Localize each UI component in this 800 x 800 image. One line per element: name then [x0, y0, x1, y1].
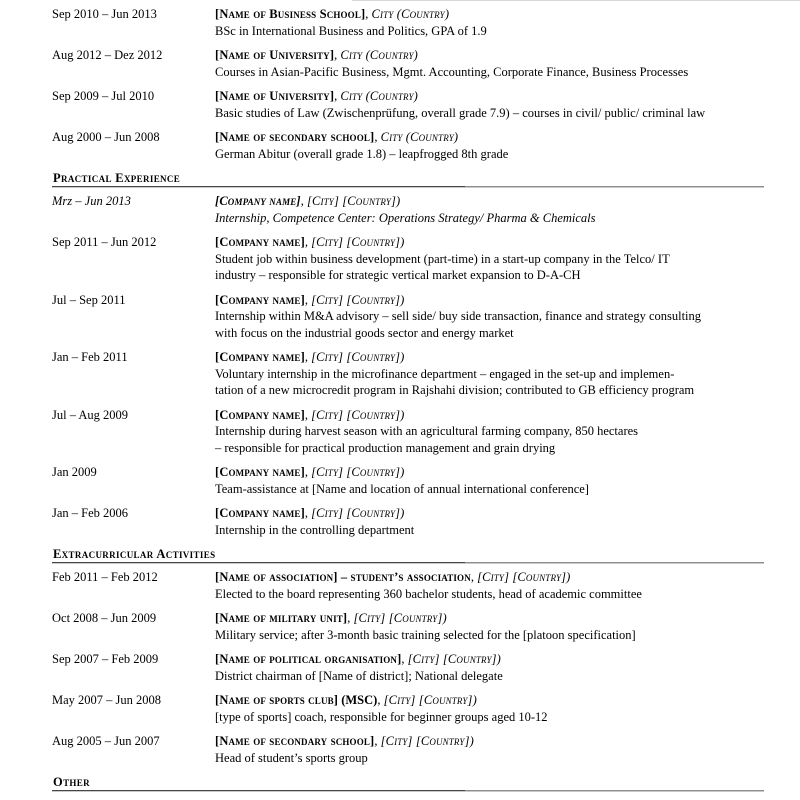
practical-experience-entry-description-line: Team-assistance at [Name and location of annual international conference]	[215, 481, 589, 496]
education-entry-description-line: BSc in International Business and Politics, GPA of 1.9	[215, 23, 487, 38]
practical-experience-entry-location: [City] [Country])	[311, 235, 405, 249]
practical-experience-entry	[52, 505, 764, 538]
section-extracurricular-activities	[52, 547, 764, 565]
practical-experience-entry-date: Mrz – Jun 2013	[52, 194, 131, 208]
practical-experience-entry-description-line: – responsible for practical production management and grain drying	[215, 440, 556, 455]
practical-experience-entry-separator: ,	[304, 465, 312, 479]
practical-experience-entry	[52, 464, 764, 497]
extracurricular-entry-description-line: District chairman of [Name of district]; National delegate	[215, 668, 503, 683]
extracurricular-entry-organisation-name: [Name of secondary school]	[215, 734, 375, 748]
extracurricular-entry-description-line: Head of student’s sports group	[215, 750, 368, 765]
extracurricular-entry-organisation-line	[215, 733, 764, 750]
extracurricular-entry-location: [City] [Country])	[383, 693, 477, 707]
practical-experience-entry-location: [City] [Country])	[311, 407, 405, 422]
practical-experience-entry-organisation-line	[215, 464, 764, 481]
practical-experience-entry-organisation-line	[215, 234, 764, 251]
section-title-extracurricular-activities: Extracurricular Activities	[53, 547, 216, 561]
practical-experience-entry-description-line: Voluntary internship in the microfinance department – engaged in the set-up and implemen-	[215, 366, 675, 381]
extracurricular-entry-body	[215, 692, 764, 725]
education-entry-description-line: German Abitur (overall grade 1.8) – leapfrogged 8th grade	[215, 146, 509, 161]
practical-experience-entry-list	[52, 193, 764, 538]
practical-experience-entry-organisation-line	[215, 505, 764, 522]
education-entry-separator: ,	[334, 48, 341, 62]
practical-experience-entry-location: [City] [Country])	[306, 194, 401, 208]
practical-experience-entry-date: Jan 2009	[52, 465, 97, 479]
education-entry-organisation-name: [Name of University]	[215, 48, 335, 62]
page-top-trim-line	[352, 0, 800, 1]
education-entry-location: City (Country)	[340, 89, 418, 103]
practical-experience-entry-description-line: industry – responsible for strategic vertical market expansion to D-A-CH	[215, 268, 581, 282]
education-entry-organisation-name: [Name of Business School]	[215, 7, 366, 21]
education-entry-body	[215, 129, 764, 162]
practical-experience-entry	[52, 193, 764, 226]
extracurricular-entry-body	[215, 569, 764, 602]
extracurricular-entry-description-line: [type of sports] coach, responsible for beginner groups aged 10-12	[215, 709, 548, 724]
extracurricular-entry-organisation-line	[215, 610, 764, 627]
education-entry	[52, 129, 764, 162]
extracurricular-entry-organisation-line	[215, 569, 764, 586]
extracurricular-entry	[52, 651, 764, 684]
education-entry-date: Sep 2010 – Jun 2013	[52, 7, 157, 21]
extracurricular-entry-organisation-line	[215, 692, 764, 709]
extracurricular-entry-date: Aug 2005 – Jun 2007	[52, 734, 160, 748]
extracurricular-entry-date: May 2007 – Jun 2008	[52, 693, 162, 707]
practical-experience-entry-description-line: tation of a new microcredit program in Rajshahi division; contributed to GB efficiency program	[215, 383, 695, 397]
practical-experience-entry-location: [City] [Country])	[311, 292, 405, 307]
practical-experience-entry-separator: ,	[304, 506, 312, 520]
practical-experience-entry-body	[215, 234, 764, 284]
education-entry-separator: ,	[374, 130, 381, 144]
practical-experience-entry-date: Jul – Sep 2011	[52, 292, 126, 307]
education-entry-body	[215, 6, 764, 39]
practical-experience-entry-body	[215, 464, 764, 497]
practical-experience-entry	[52, 407, 764, 457]
education-entry-description-line: Courses in Asian-Pacific Business, Mgmt. Accounting, Corporate Finance, Business Processes	[215, 64, 689, 79]
extracurricular-entry-organisation-line	[215, 651, 764, 668]
practical-experience-entry-organisation-line	[215, 407, 764, 424]
education-entry-date: Sep 2009 – Jul 2010	[52, 89, 155, 103]
practical-experience-entry	[52, 349, 764, 399]
education-entry-organisation-line	[215, 88, 764, 105]
education-entry-location: City (Country)	[371, 7, 450, 21]
extracurricular-entry-body	[215, 610, 764, 643]
education-entry-description-line: Basic studies of Law (Zwischenprüfung, overall grade 7.9) – courses in civil/ public/ criminal law	[215, 105, 706, 120]
extracurricular-entry-location: [City] [Country])	[380, 734, 474, 748]
practical-experience-entry-organisation-line	[215, 193, 764, 210]
practical-experience-entry-description-line: Internship within M&A advisory – sell side/ buy side transaction, finance and strategy consulting	[215, 309, 702, 323]
education-entry	[52, 6, 764, 39]
practical-experience-entry-organisation-name: [Company name]	[215, 194, 301, 208]
extracurricular-entry-date: Sep 2007 – Feb 2009	[52, 652, 159, 666]
education-entry-date: Aug 2000 – Jun 2008	[52, 130, 160, 144]
extracurricular-entry-separator: ,	[470, 570, 478, 584]
practical-experience-entry-date: Sep 2011 – Jun 2012	[52, 235, 157, 249]
education-entry-organisation-line	[215, 129, 764, 146]
practical-experience-entry-description-line: Internship in the controlling department	[215, 522, 415, 537]
practical-experience-entry-body	[215, 193, 764, 226]
education-entry-list	[52, 6, 764, 162]
education-entry-body	[215, 88, 764, 121]
practical-experience-entry-location: [City] [Country])	[311, 350, 405, 364]
extracurricular-entry-separator: ,	[377, 693, 384, 707]
practical-experience-entry-organisation-name: [Company name]	[215, 506, 305, 520]
section-title-other: Other	[53, 775, 90, 789]
extracurricular-entry-separator: ,	[401, 652, 408, 666]
practical-experience-entry-organisation-name: [Company name]	[215, 465, 305, 479]
practical-experience-entry-organisation-line	[215, 349, 764, 366]
extracurricular-entry-separator: ,	[374, 734, 381, 748]
extracurricular-entry-organisation-abbrev: (MSC)	[338, 693, 378, 707]
practical-experience-entry-body	[215, 505, 764, 538]
cv-content	[52, 6, 764, 797]
practical-experience-entry-separator: ,	[300, 194, 307, 208]
extracurricular-entry-body	[215, 651, 764, 684]
practical-experience-entry-organisation-name: [Company name]	[215, 235, 305, 249]
education-entry-separator: ,	[365, 7, 372, 21]
education-entry-location: City (Country)	[340, 48, 418, 62]
practical-experience-entry-body	[215, 292, 764, 342]
extracurricular-entry-body	[215, 733, 764, 766]
section-title-practical-experience: Practical Experience	[53, 171, 181, 185]
extracurricular-entry	[52, 569, 764, 602]
extracurricular-entry-organisation-name: [Name of association] – student’s association	[215, 570, 471, 584]
education-entry-organisation-name: [Name of secondary school]	[215, 130, 375, 144]
education-entry-date: Aug 2012 – Dez 2012	[52, 48, 163, 62]
extracurricular-entry-location: [City] [Country])	[477, 570, 571, 584]
extracurricular-entry-organisation-name: [Name of political organisation]	[215, 652, 402, 666]
practical-experience-entry-body	[215, 349, 764, 399]
practical-experience-entry-description-line: Internship, Competence Center: Operations Strategy/ Pharma & Chemicals	[215, 210, 596, 225]
education-entry-body	[215, 47, 764, 80]
practical-experience-entry-organisation-name: [Company name]	[215, 407, 305, 422]
extracurricular-entry-description-line: Military service; after 3-month basic training selected for the [platoon specification]	[215, 627, 636, 642]
extracurricular-entry-separator: ,	[347, 611, 354, 625]
extracurricular-entry-description-line: Elected to the board representing 360 bachelor students, head of academic committee	[215, 586, 642, 601]
extracurricular-entry-date: Oct 2008 – Jun 2009	[52, 611, 157, 625]
practical-experience-entry	[52, 292, 764, 342]
practical-experience-entry-body	[215, 407, 764, 457]
education-entry-organisation-line	[215, 6, 764, 23]
practical-experience-entry-date: Jan – Feb 2011	[52, 350, 128, 364]
practical-experience-entry-separator: ,	[304, 235, 312, 249]
education-entry-location: City (Country)	[380, 130, 459, 144]
practical-experience-entry-date: Jul – Aug 2009	[52, 407, 129, 422]
extracurricular-entry-location: [City] [Country])	[407, 652, 501, 666]
extracurricular-entry	[52, 692, 764, 725]
extracurricular-entry-date: Feb 2011 – Feb 2012	[52, 570, 158, 584]
extracurricular-entry-organisation-name: [Name of sports club]	[215, 693, 339, 707]
practical-experience-entry-organisation-line	[215, 292, 764, 309]
section-rule-extracurricular-activities	[52, 562, 764, 565]
practical-experience-entry-description-line: Student job within business development (part-time) in a start-up company in the Telco/ IT	[215, 251, 670, 266]
practical-experience-entry-organisation-name: [Company name]	[215, 350, 305, 364]
education-entry-separator: ,	[334, 89, 341, 103]
section-rule-practical-experience	[52, 186, 764, 189]
extracurricular-entry	[52, 610, 764, 643]
practical-experience-entry	[52, 234, 764, 284]
section-practical-experience	[52, 171, 764, 189]
practical-experience-entry-location: [City] [Country])	[311, 465, 405, 479]
education-entry	[52, 88, 764, 121]
practical-experience-entry-organisation-name: [Company name]	[215, 292, 305, 307]
practical-experience-entry-date: Jan – Feb 2006	[52, 506, 129, 520]
practical-experience-entry-separator: ,	[304, 407, 312, 422]
section-rule-other	[52, 790, 764, 793]
education-entry-organisation-name: [Name of University]	[215, 89, 335, 103]
extracurricular-entry	[52, 733, 764, 766]
practical-experience-entry-location: [City] [Country])	[311, 506, 405, 520]
practical-experience-entry-description-line: Internship during harvest season with an agricultural farming company, 850 hectares	[215, 424, 639, 438]
education-entry	[52, 47, 764, 80]
practical-experience-entry-separator: ,	[304, 292, 312, 307]
practical-experience-entry-description-line: with focus on the industrial goods sector and energy market	[215, 325, 514, 340]
extracurricular-entry-organisation-name: [Name of military unit]	[215, 611, 348, 625]
section-other	[52, 775, 764, 793]
extracurricular-entry-list	[52, 569, 764, 766]
practical-experience-entry-separator: ,	[304, 350, 312, 364]
education-entry-organisation-line	[215, 47, 764, 64]
extracurricular-entry-location: [City] [Country])	[353, 611, 447, 625]
